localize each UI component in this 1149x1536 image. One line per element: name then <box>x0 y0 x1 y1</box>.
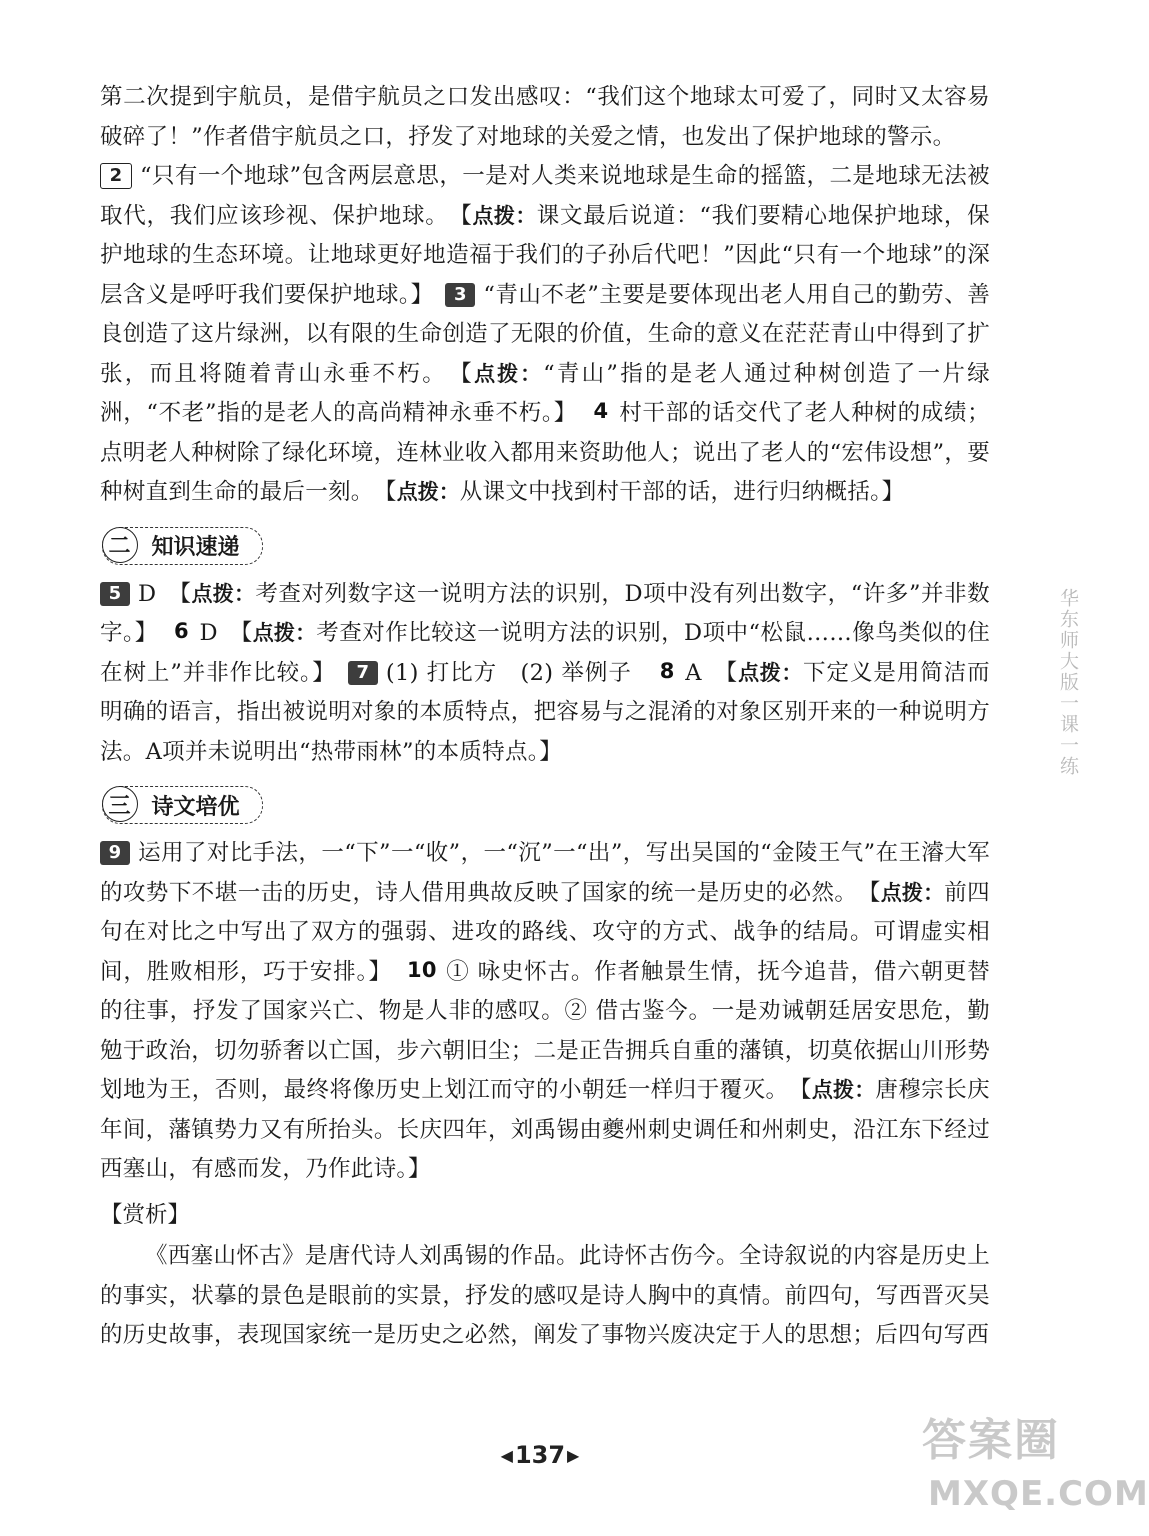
hint-text-3: “青山”指的是老人通过种树创造了一片绿洲，“不老”指的是老人的高尚精神永垂不朽。】 <box>100 360 991 426</box>
hint-label: 点拨： <box>472 203 537 228</box>
answer-block-5-8: 5 D 【点拨：考查对列数字这一说明方法的识别，D项中没有列出数字，“许多”并非数字。】 6 D 【点拨：考查对作比较这一说明方法的识别，D项中“松鼠……像鸟类似的住在树上”并非作比较。】 7 (1) 打比方 (2) 举例子 8 A 【点拨：下定义是用简洁而明确的语言，指出被说明对象的本质特点，把容易与之混淆的对象区别开来的一种说明方法。A项并未说明出“热带雨林”的本质特点。】 <box>100 580 991 765</box>
section-number-2: 二 <box>102 527 138 563</box>
hint-text-10: 唐穆宗长庆年间，藩镇势力又有所抬头。长庆四年，刘禹锡由夔州刺史调任和州刺史，沿江东下经过西塞山，有感而发，乃作此诗。】 <box>100 1077 990 1182</box>
question-number-6: 6 <box>174 619 189 643</box>
question-number-4: 4 <box>593 399 609 423</box>
hint-label: 点拨： <box>252 621 317 645</box>
appreciation-text: 《西塞山怀古》是唐代诗人刘禹锡的作品。此诗怀古伤今。全诗叙说的内容是历史上的事实，状摹的景色是眼前的实景，抒发的感叹是诗人胸中的真情。前四句，写西晋灭吴的历史故事，表现国家统一是历史之必然，阐发了事物兴废决定于人的思想；后四句写西 <box>100 1243 990 1348</box>
paragraph-intro: 第二次提到宇航员，是借宇航员之口发出感叹：“我们这个地球太可爱了，同时又太容易破碎了！”作者借宇航员之口，抒发了对地球的关爱之情，也发出了保护地球的警示。 <box>100 84 990 150</box>
section-header-poetry <box>102 786 263 824</box>
hint-text-4: 从课文中找到村干部的话，进行归纳概括。】 <box>459 479 905 505</box>
hint-text-8: 下定义是用简洁而明确的语言，指出被说明对象的本质特点，把容易与之混淆的对象区别开来的一种说明方法。A项并未说明出“热带雨林”的本质特点。】 <box>100 659 990 765</box>
section-number-3: 三 <box>102 786 138 822</box>
watermark-text: 答案圈 <box>922 1415 1060 1466</box>
answer-block-9-10: 9 运用了对比手法，一“下”一“收”，一“沉”一“出”，写出吴国的“金陵王气”在王濬大军的攻势下不堪一击的历史，诗人借用典故反映了国家的统一是历史的必然。 【点拨：前四句在对比之中写出了双方的强弱、进攻的路线、攻守的方式、战争的结局。可谓虚实相间，胜败相形，巧于安排。】 10 ① 咏史怀古。作者触景生情，抚今追昔，借六朝更替的往事，抒发了国家兴亡、物是人非的感叹。② 借古鉴今。一是劝诫朝廷居安思危，勤勉于政治，切勿骄奢以亡国，步六朝旧尘；二是正告拥兵自重的藩镇，切莫依据山川形势划地为王，否则，最终将像历史上划江而守的小朝廷一样归于覆灭。 【点拨：唐穆宗长庆年间，藩镇势力又有所抬头。长庆四年，刘禹锡由夔州刺史调任和州刺史，沿江东下经过西塞山，有感而发，乃作此诗。】 <box>100 840 990 1182</box>
hint-label: 点拨： <box>880 880 945 905</box>
hint-text-6: 考查对作比较这一说明方法的识别，D项中“松鼠……像鸟类似的住在树上”并非作比较。】 <box>100 620 991 686</box>
watermark-url: MXQE.COM <box>928 1474 1149 1514</box>
page-right-triangle-icon: ▶ <box>567 1446 580 1465</box>
watermark-logo <box>922 1404 1149 1528</box>
answer-6: D <box>199 620 218 646</box>
page-left-triangle-icon: ◀ <box>500 1446 513 1465</box>
answer-7: (1) 打比方 (2) 举例子 <box>385 659 632 686</box>
hint-text-9: 前四句在对比之中写出了双方的强弱、进攻的路线、攻守的方式、战争的结局。可谓虚实相间，胜败相形，巧于安排。】 <box>100 879 990 985</box>
answer-text-9: 运用了对比手法，一“下”一“收”，一“沉”一“出”，写出吴国的“金陵王气”在王濬大军的攻势下不堪一击的历史，诗人借用典故反映了国家的统一是历史的必然。 <box>100 840 990 906</box>
question-number-10: 10 <box>406 957 437 982</box>
hint-label: 点拨： <box>191 581 256 606</box>
hint-text-2: 课文最后说道：“我们要精心地保护地球，保护地球的生态环境。让地球更好地造福于我们的子孙后代吧！”因此“只有一个地球”的深层含义是呼吁我们要保护地球。】 <box>100 202 990 308</box>
answer-text-2: “只有一个地球”包含两层意思，一是对人类来说地球是生命的摇篮，二是地球无法被取代，我们应该珍视、保护地球。 <box>100 163 990 229</box>
answer-text-4: 村干部的话交代了老人种树的成绩；点明老人种树除了绿化环境，连林业收入都用来资助他人；说出了老人的“宏伟设想”，要种树直到生命的最后一刻。 <box>100 400 991 505</box>
answer-text-10: ① 咏史怀古。作者触景生情，抚今追昔，借六朝更替的往事，抒发了国家兴亡、物是人非的感叹。② 借古鉴今。一是劝诫朝廷居安思危，勤勉于政治，切勿骄奢以亡国，步六朝旧尘；二是正告拥兵自重的藩镇，切莫依据山川形势划地为王，否则，最终将像历史上划江而守的小朝廷一样归于覆灭。 <box>100 958 990 1103</box>
answer-block-2-4: 2 “只有一个地球”包含两层意思，一是对人类来说地球是生命的摇篮，二是地球无法被取代，我们应该珍视、保护地球。 【点拨：课文最后说道：“我们要精心地保护地球，保护地球的生态环境。让地球更好地造福于我们的子孙后代吧！”因此“只有一个地球”的深层含义是呼吁我们要保护地球。】 3 “青山不老”主要是要体现出老人用自己的勤劳、善良创造了这片绿洲，以有限的生命创造了无限的价值，生命的意义在茫茫青山中得到了扩张，而且将随着青山永垂不朽。 【点拨：“青山”指的是老人通过种树创造了一片绿洲，“不老”指的是老人的高尚精神永垂不朽。】 4 村干部的话交代了老人种树的成绩；点明老人种树除了绿化环境，连林业收入都用来资助他人；说出了老人的“宏伟设想”，要种树直到生命的最后一刻。 【点拨：从课文中找到村干部的话，进行归纳概括。】 <box>100 163 991 505</box>
hint-label: 点拨： <box>474 361 544 386</box>
page-number: ◀137 ▶ <box>500 1441 580 1469</box>
hint-label: 点拨： <box>811 1078 876 1102</box>
question-number-2: 2 <box>100 163 132 189</box>
question-number-7: 7 <box>348 661 378 685</box>
hint-label: 点拨： <box>738 660 804 685</box>
question-number-3: 3 <box>445 283 475 307</box>
answer-8: A <box>685 659 702 686</box>
sidebar-book-title: 华东师大版一课一练 <box>1057 588 1079 777</box>
appreciation-title: 【赏析】 <box>100 1201 191 1228</box>
answer-text-3: “青山不老”主要是要体现出老人用自己的勤劳、善良创造了这片绿洲，以有限的生命创造了无限的价值，生命的意义在茫茫青山中得到了扩张，而且将随着青山永垂不朽。 <box>100 281 990 387</box>
hint-text-5: 考查对列数字这一说明方法的识别，D项中没有列出数字，“许多”并非数字。】 <box>100 580 990 646</box>
question-number-9: 9 <box>100 841 130 865</box>
question-number-8: 8 <box>659 658 675 683</box>
document-body <box>100 78 990 1356</box>
question-number-5: 5 <box>100 582 130 606</box>
answer-5: D <box>138 580 157 607</box>
section-title-3: 诗文培优 <box>151 794 240 820</box>
section-title-2: 知识速递 <box>151 535 240 560</box>
hint-label: 点拨： <box>396 480 460 504</box>
section-header-knowledge <box>102 527 263 565</box>
